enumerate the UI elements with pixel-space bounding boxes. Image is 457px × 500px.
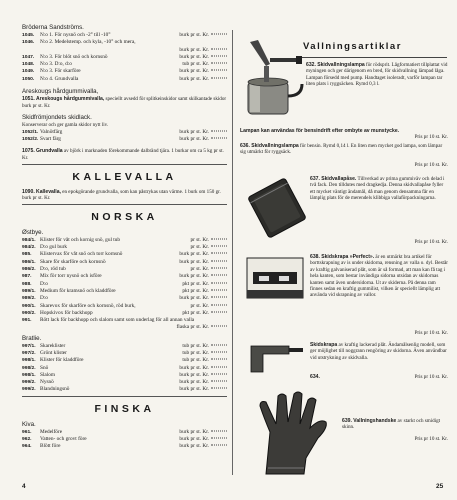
section-title: Vallningsartiklar (303, 41, 402, 52)
item-number: 988. (22, 281, 32, 287)
catalog-row (22, 303, 227, 310)
item-price-label: pkt pr st. Kr. (182, 287, 209, 294)
column-divider (232, 30, 233, 475)
price-dots (211, 438, 227, 439)
finska-title: FINSKA (94, 402, 155, 415)
grund-price: pr st. Kr. (22, 148, 224, 162)
price-dots (211, 359, 227, 360)
item-price-label: tub pr st. Kr. (182, 61, 209, 68)
kiva-heading: Kiva. (22, 420, 36, 428)
price-dots (211, 326, 227, 327)
price-dots (211, 70, 227, 71)
price-dots (211, 381, 227, 382)
item-text: Blött före (40, 443, 61, 450)
catalog-row (22, 273, 227, 280)
price-dots (211, 268, 227, 269)
price-dots (211, 34, 227, 35)
item-price-label: burk pr st. Kr. (179, 443, 209, 450)
bratlie-list (22, 343, 227, 394)
item-number: 984/2. (22, 245, 36, 251)
kiva-list (22, 429, 227, 451)
grund-paragraph (22, 148, 227, 161)
item-number: 984/1. (22, 237, 36, 243)
divider-rule (22, 164, 227, 165)
item-price-label: pr st. Kr. (190, 266, 209, 273)
item-text: Vatten- och grovt före (40, 436, 87, 443)
price-dots (211, 311, 227, 312)
item-price-label: tub pr st. Kr. (182, 349, 209, 356)
sandstrom-list (22, 32, 227, 83)
item-number: 989/2. (22, 296, 36, 302)
catalog-row (22, 259, 227, 266)
item-price-label: burk pr st. Kr. (179, 136, 209, 143)
catalog-row (22, 244, 227, 251)
item-number: 997/1. (22, 343, 36, 349)
item-price-label: burk pr st. Kr. (179, 68, 209, 75)
item-price-label: burk pr st. Kr. (179, 53, 209, 60)
scraper-illustration (245, 340, 307, 376)
item-text: Snö (40, 364, 49, 371)
glove-bold: Vallningshandske (353, 418, 397, 424)
item-number: 990/2. (22, 310, 36, 316)
price-dots (211, 445, 227, 446)
glove-paragraph (342, 418, 448, 431)
item-price-label: tub pr st. Kr. (182, 342, 209, 349)
item-text: Medium för kramsnö och kladdföre (40, 287, 116, 294)
item-text: Svart färg (40, 136, 61, 143)
item-text: Klister för kladdföre (40, 357, 84, 364)
lamp2-bold: Skidvallningslampa (251, 143, 299, 149)
price-dots (211, 275, 227, 276)
plate-text: Tillverkad av prima gummiväv och delad i två fack. Den tilldutes med dragkedja. Denna skidvallapåse fyller ett mycket väntigt ändamål, då man genom densamma får en lämplig plats för de merendels klibbiga vallaförpackningarna. (310, 176, 445, 202)
page-number-left: 4 (22, 483, 26, 490)
glove-illustration (248, 388, 338, 478)
item-price-label: tub pr st. Kr. (182, 357, 209, 364)
catalog-row (22, 386, 227, 393)
item-number: 997/2. (22, 350, 36, 356)
aresk-num: 1051. (22, 96, 35, 103)
catalog-row (22, 136, 227, 143)
plate-price: Pris pr 10 st. Kr. (414, 239, 448, 245)
item-text: Klistervax för våt snö och torr kornsnö (40, 251, 123, 258)
lamp-num: 632. (306, 62, 316, 68)
perfect-paragraph (310, 254, 448, 299)
blowtorch-illustration (240, 36, 308, 118)
price-dots (211, 246, 227, 247)
grund-text: av björk i marknaden förekommande dalbränd tjära. 1 burkar om ca 5 kg (62, 148, 213, 155)
item-text: Blandningsnö (40, 386, 70, 393)
plate-bold: Skidvallapåse. (321, 176, 357, 182)
item-text: Grönt klister (40, 349, 67, 356)
catalog-row (22, 237, 227, 244)
perfect-bold: Skidskrapa »Perfect». (321, 254, 375, 260)
item-price-label: pr st. Kr. (190, 236, 209, 243)
catalog-row (22, 429, 227, 436)
price-dots (211, 48, 227, 49)
left-column (22, 24, 227, 451)
price-dots (211, 130, 227, 131)
item-text: Nysnö (40, 379, 54, 386)
item-price-label: pr st. Kr. (190, 244, 209, 251)
catalog-row (22, 324, 227, 331)
kallevalla-title: KALLEVALLA (72, 170, 177, 183)
divider-rule (22, 396, 227, 397)
item-number: 1045. (22, 33, 35, 38)
lamp-price: Pris pr 10 st. Kr. (414, 134, 448, 140)
price-dots (211, 260, 227, 261)
item-text: Valnötfärg (40, 128, 63, 135)
grund-bold: Grundvalla (36, 148, 63, 155)
lamp-bold: Skidvallningslampa (317, 62, 365, 68)
norska-title: NORSKA (91, 210, 158, 223)
lamp2-text: för bensin. Rymd 0,14 l. En liten men mycket god lampa, som lämpar sig utmärkt för ryggsäck. (240, 143, 443, 156)
price-dots (211, 55, 227, 56)
item-number: 999/2. (22, 387, 36, 393)
item-number: 961. (22, 429, 32, 435)
item-price-label: burk pr st. Kr. (179, 386, 209, 393)
item-number: 999/2. (22, 380, 36, 386)
page-number-right: 25 (436, 483, 444, 490)
brand-heading: Bröderna Sandströms. (22, 24, 84, 31)
kallevalla-num: 1090. (22, 188, 35, 195)
ostbye-heading: Østbye. (22, 228, 44, 236)
lamp-paragraph (306, 62, 448, 88)
plate-paragraph (310, 176, 448, 202)
catalog-row (22, 47, 227, 54)
item-number: 991. (22, 318, 32, 324)
grund-num: 1075. (22, 148, 35, 155)
title-rule (300, 57, 447, 58)
scraper-price-line (310, 374, 448, 380)
item-number: 1046. (22, 40, 35, 46)
price-dots (211, 430, 227, 431)
glove-price: Pris pr 10 st. Kr. (414, 436, 448, 442)
glove-num: 639. (342, 418, 352, 424)
catalog-row (22, 281, 227, 288)
glove-text: av starkt och smidigt skinn. (342, 418, 441, 431)
scraper-price: Pris pr 10 st. Kr. (414, 374, 448, 380)
item-text: N:o 4. Grundvalla (40, 75, 79, 82)
skid-list (22, 129, 227, 144)
item-text: Klister för våt och kornig snö, gul tub (40, 236, 121, 243)
catalog-row (22, 372, 227, 379)
item-number: 990/1. (22, 303, 36, 309)
item-price-label: burk pr st. Kr. (179, 428, 209, 435)
catalog-row (22, 251, 227, 258)
catalog-row (22, 295, 227, 302)
divider-rule (22, 204, 227, 205)
kallevalla-price: burk pr st. Kr. (22, 195, 51, 202)
lamp2-price: Pris pr 10 st. Kr. (414, 162, 448, 168)
item-price-label: burk pr st. Kr. (179, 295, 209, 302)
catalog-row (22, 288, 227, 295)
item-price-label: burk pr st. Kr. (179, 364, 209, 371)
kallevalla-text: en epokgörande grundvalla, som kan påstrykas utan värme. 1 burk om 150 gr. (60, 188, 221, 195)
bratlie-heading: Bratlie. (22, 334, 42, 342)
item-number: 962. (22, 437, 32, 443)
perfect-text: är en utmärkt bra artikel för borttskrapning av is under skidorna, rensning av valla o. dyl. Består av kraftig galvaniserad plåt, som är så formad, att man kan få tag i hela kanten, som bestar invändiga sidorna utsidan av skidornas kanten samt även undersidorna. Ut av skiderna. På denna ram finnes sedan en kraftig gummilist, vilken är speciellt lämplig att använda vid skrapning av vallor. (310, 254, 448, 299)
item-text: Skareklister (40, 342, 66, 349)
catalog-row (22, 310, 227, 317)
item-text: Skare för skarföre och kornsnö (40, 258, 106, 265)
item-price-label: burk pr st. Kr. (179, 128, 209, 135)
catalog-row (22, 365, 227, 372)
item-number: 998/2. (22, 365, 36, 371)
item-price-label: burk pr st. Kr. (179, 258, 209, 265)
catalog-row (22, 129, 227, 136)
price-dots (211, 77, 227, 78)
catalog-row (22, 436, 227, 443)
item-text: Medelföre (40, 428, 63, 435)
kallevalla-paragraph (22, 189, 227, 202)
item-number: 998/1. (22, 358, 36, 364)
catalog-row (22, 443, 227, 450)
item-number: 1048. (22, 62, 35, 68)
item-number: 998/1. (22, 372, 36, 378)
catalog-row (22, 68, 227, 75)
catalog-row (22, 32, 227, 39)
item-number: 1047. (22, 54, 35, 60)
price-dots (211, 63, 227, 64)
price-dots (211, 138, 227, 139)
aresk-bold: Areskougs hårdgummivalla, (36, 96, 105, 103)
item-price-label: burk pr st. Kr. (179, 436, 209, 443)
item-text: Rött lack för backhopp och slalom samt som underlag för all annan valla (40, 317, 195, 324)
scraper-text: av kraftig lackerad plåt. Ändamålsenlig modell, som ger möjlighet till noggrann rengöring av skidorna. Även användbar vid utstrykning av skidvalla. (310, 342, 447, 361)
item-text: N:o 3. För skarföre (40, 68, 81, 75)
item-text: D:o gul burk (40, 244, 68, 251)
item-text: N:o 3. D:o, d:o (40, 61, 72, 68)
item-number: 1049. (22, 69, 35, 75)
price-dots (211, 282, 227, 283)
catalog-row (22, 343, 227, 350)
lamp-caption-text: Lampan kan användas för bensindrift efter ombyte av munstycke. (240, 128, 400, 134)
aresk-text: speciellt avsedd för splitkeinskidor samt skilkantade skidor (104, 96, 227, 103)
item-text: D:o (40, 295, 48, 302)
scraper-num: 634. (310, 374, 320, 380)
item-text: D:o, röd tub (40, 266, 66, 273)
item-price-label: pkt pr st. Kr. (182, 309, 209, 316)
item-price-label: burk pr st. Kr. (179, 273, 209, 280)
price-dots (211, 351, 227, 352)
price-dots (211, 297, 227, 298)
price-dots (211, 366, 227, 367)
catalog-row (22, 357, 227, 364)
item-number: 964. (22, 444, 32, 450)
price-dots (211, 253, 227, 254)
catalog-row (22, 317, 227, 324)
item-number: 989/1. (22, 288, 36, 294)
lamp-text: för rödsprit. Lågformatiert tillplattat vid myningen och ger därigenom en bred, för skidvallning lämpad låga. Lampan försedd med pump. Handtaget isoleradt, varför lampan tar liten plats i ryggsäcken. Rymd 0,3 l. (306, 62, 448, 88)
item-price-label: burk pr st. Kr. (179, 46, 209, 53)
lamp2-num: 636. (240, 143, 250, 149)
item-number: 1052/1. (22, 129, 39, 135)
lamp2-paragraph (240, 143, 448, 156)
item-text: Slalom (40, 371, 56, 378)
item-text: N:o 1. För nysnö och -2° till -10° (40, 32, 111, 38)
catalog-row (22, 379, 227, 386)
catalog-row (22, 350, 227, 357)
skid-heading: Skidfrömjondets skidlack. (22, 114, 92, 122)
price-dots (211, 373, 227, 374)
item-number: 1052/2. (22, 137, 39, 143)
item-price-label: burk pr st. Kr. (179, 75, 209, 82)
ski-scraper-perfect-illustration (243, 252, 307, 304)
item-price-label: burk pr st. Kr. (179, 379, 209, 386)
item-number: 1050. (22, 76, 35, 82)
catalog-row (22, 76, 227, 83)
item-number: 985. (22, 252, 32, 258)
item-price-label: burk pr st. Kr. (179, 251, 209, 258)
price-dots (211, 344, 227, 345)
item-text: D:o (40, 280, 48, 287)
item-number: 986/2. (22, 267, 36, 273)
price-dots (211, 304, 227, 305)
aresk-price: burk pr st. Kr. (22, 102, 51, 109)
plate-num: 637. (310, 176, 320, 182)
aresk-paragraph (22, 96, 227, 109)
scraper-paragraph (310, 342, 448, 361)
item-price-label: burk pr st. Kr. (179, 371, 209, 378)
ski-wax-bag-illustration (248, 177, 306, 239)
price-dots (211, 238, 227, 239)
perfect-num: 638. (310, 254, 320, 260)
item-text: Mix för torr nysnö och isföre (40, 273, 102, 280)
scraper-bold: Skidskrapa (310, 342, 338, 348)
item-price-label: flaska pr st. Kr. (176, 324, 209, 331)
item-number: 987. (22, 274, 32, 280)
item-price-label: burk pr st. Kr. (179, 32, 209, 38)
item-text: Hopskivox för backhopp (40, 309, 93, 316)
item-text: N:o 2. Medelstemp. och kyla, -10° och mera, (40, 39, 136, 46)
price-dots (211, 388, 227, 389)
catalog-row (22, 266, 227, 273)
catalog-row (22, 61, 227, 68)
ostbye-list (22, 237, 227, 332)
price-dots (211, 289, 227, 290)
item-text: N:o 3. För blöt snö och kornsnö (40, 53, 108, 60)
item-price-label: pkt pr st. Kr. (182, 280, 209, 287)
item-text: Skarevox för skarföre och kornsnö, röd burk, (40, 302, 136, 309)
kallevalla-bold: Kallevalla, (36, 188, 61, 195)
aresk-heading: Areskougs hårdgummivalla, (22, 88, 99, 96)
catalog-row (22, 39, 227, 46)
item-price-label: pr st. Kr. (190, 302, 209, 309)
skid-sub: Konserverar och ger gamla skidor nytt liv. (22, 122, 109, 129)
item-number: 986/1. (22, 259, 36, 265)
perfect-price: Pris pr 10 st. Kr. (414, 330, 448, 336)
catalog-row (22, 54, 227, 61)
